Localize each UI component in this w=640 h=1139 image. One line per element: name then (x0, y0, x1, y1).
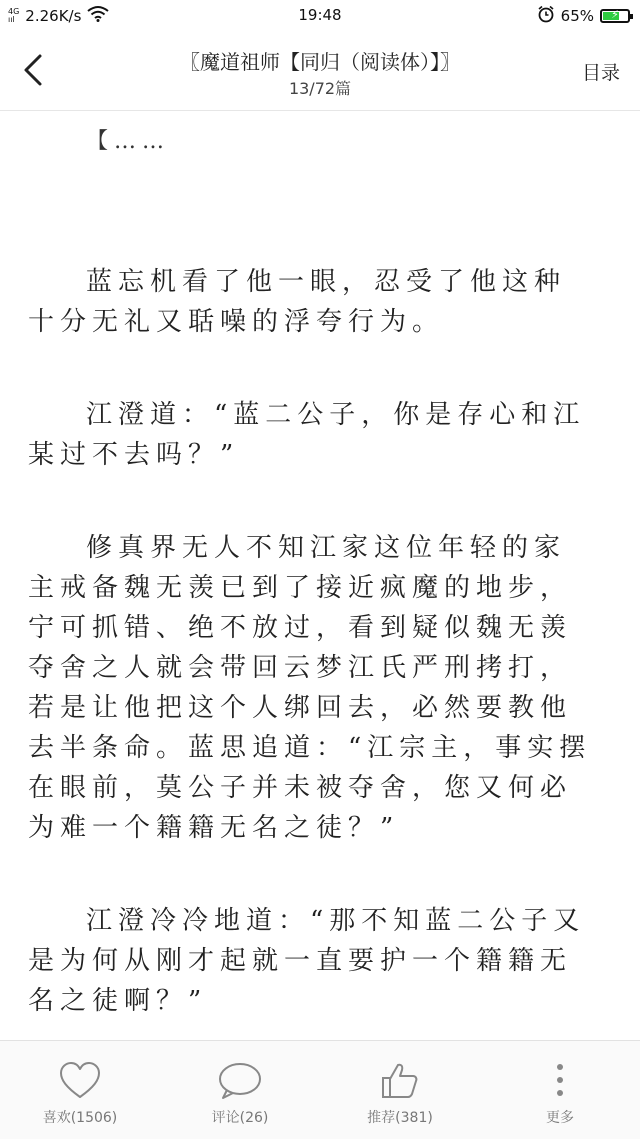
reading-content (28, 112, 594, 1040)
battery-icon (600, 9, 630, 23)
thumbs-up-icon (380, 1061, 420, 1101)
alarm-icon (537, 5, 555, 27)
like-count: 喜欢(1506) (42, 1110, 118, 1126)
book-title: 〖魔道祖师【同归（阅读体）】〗 (180, 50, 460, 74)
more-vertical-icon (555, 1061, 565, 1101)
toc-button[interactable]: 目录 (581, 62, 620, 84)
comment-button[interactable] (160, 1041, 320, 1139)
signal-icon: ııl (8, 15, 15, 24)
bottom-action-bar (0, 1040, 640, 1139)
network-type-label: 4G (8, 7, 20, 16)
more-button[interactable] (480, 1041, 640, 1139)
like-button[interactable] (0, 1041, 160, 1139)
comment-bubble-icon (217, 1061, 263, 1101)
paragraph: 修真界无人不知江家这位年轻的家主戒备魏无羡已到了接近疯魔的地步，宁可抓错、绝不放过，看到疑似魏无羡夺舍之人就会带回云梦江氏严刑拷打，若是让他把这个人绑回去，必然要教他去半条命。蓝思追道：“江宗主，事实摆在眼前，莫公子并未被夺舍，您又何必为难一个籍籍无名之徒？” (28, 533, 592, 843)
recommend-button[interactable] (320, 1041, 480, 1139)
recommend-count: 推荐(381) (367, 1110, 433, 1126)
chapter-progress: 13/72篇 (288, 79, 352, 98)
back-button[interactable] (18, 50, 58, 94)
heart-icon (58, 1061, 102, 1101)
clock: 19:48 (298, 6, 342, 24)
reader-header (0, 32, 640, 111)
more-label: 更多 (546, 1110, 574, 1126)
paragraph: 江澄道：“蓝二公子，你是存心和江某过不去吗？” (28, 400, 586, 470)
battery-percent: 65% (560, 7, 594, 25)
charging-icon: ⚡ (611, 8, 619, 21)
status-bar (0, 0, 640, 32)
paragraph: 江澄冷冷地道：“那不知蓝二公子又是为何从刚才起就一直要护一个籍籍无名之徒啊？” (28, 906, 586, 1016)
paragraph: 蓝忘机看了他一眼，忍受了他这种十分无礼又聒噪的浮夸行为。 (28, 267, 567, 337)
network-speed: 2.26K/s (25, 7, 82, 25)
comment-count: 评论(26) (211, 1110, 269, 1126)
paragraph: 【…… (86, 129, 171, 154)
chevron-left-icon (18, 50, 48, 90)
